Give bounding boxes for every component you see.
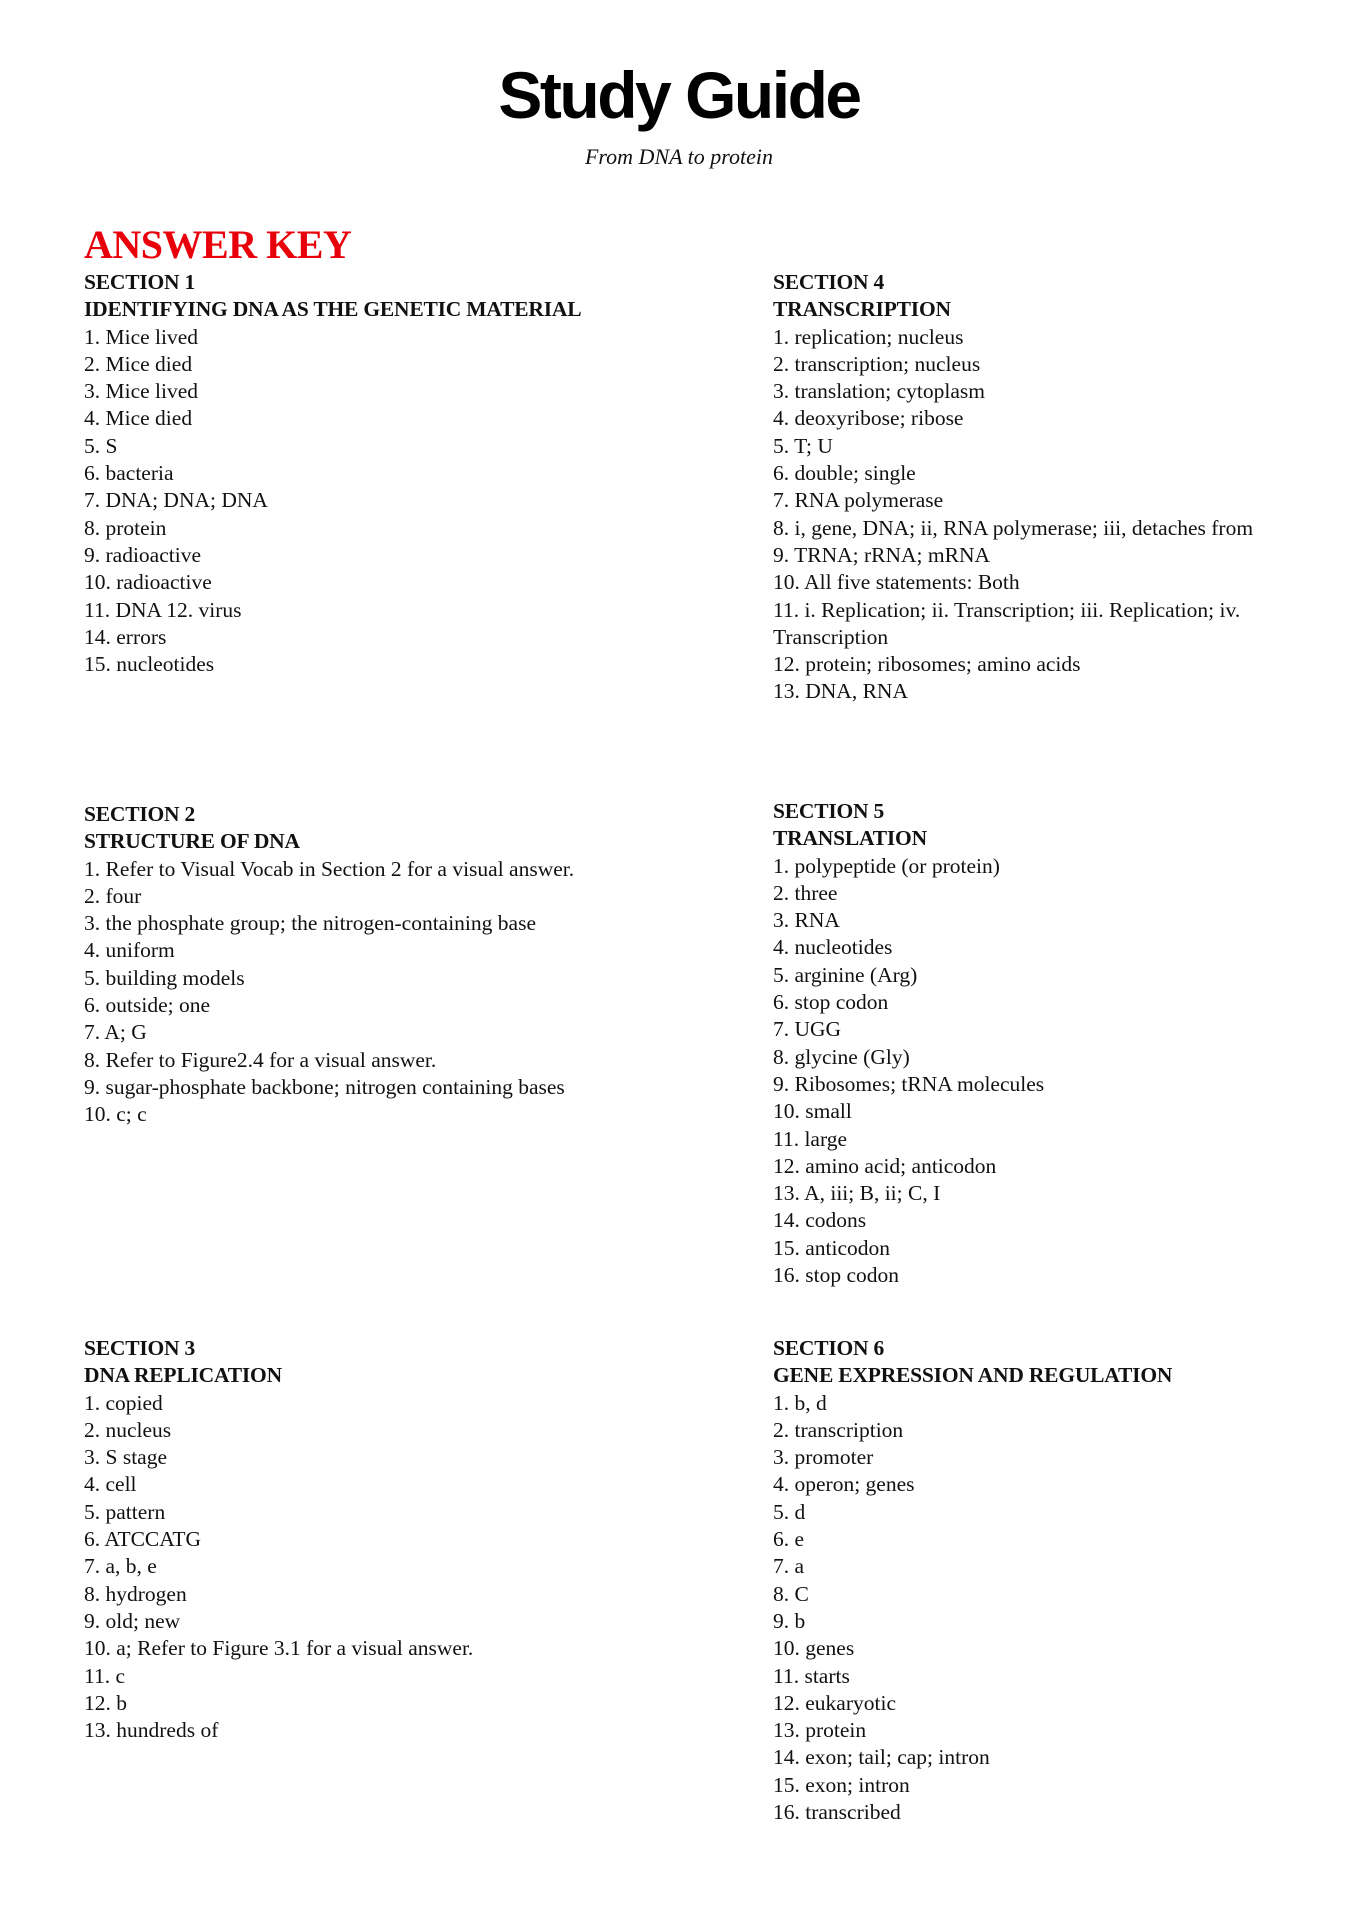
answer-item: 12. eukaryotic [773, 1690, 896, 1715]
answer-item: 6. ATCCATG [84, 1527, 202, 1552]
answer-item: 14. errors [84, 624, 167, 649]
section-5 [773, 798, 1353, 1289]
answer-item: 4. deoxyribose; ribose [773, 406, 964, 431]
answer-item: 3. the phosphate group; the nitrogen-containing base [84, 911, 536, 936]
answer-item: 10. genes [773, 1636, 855, 1661]
section-4 [773, 269, 1353, 706]
section-title: IDENTIFYING DNA AS THE GENETIC MATERIAL [84, 297, 582, 322]
answer-item: 11. DNA 12. virus [84, 597, 242, 622]
answer-item: 14. codons [773, 1208, 867, 1233]
answer-item: 1. copied [84, 1390, 163, 1415]
answer-item: 7. RNA polymerase [773, 488, 944, 513]
answer-item: 5. pattern [84, 1499, 166, 1524]
answer-list [84, 856, 604, 1129]
answer-item: 2. transcription [773, 1417, 904, 1442]
section-6 [773, 1335, 1353, 1826]
answer-item: 4. operon; genes [773, 1472, 915, 1497]
answer-list [773, 1390, 1353, 1827]
section-3 [84, 1335, 684, 1744]
answer-item: 2. nucleus [84, 1417, 172, 1442]
section-1 [84, 269, 684, 678]
answer-list [773, 324, 1353, 706]
answer-item: 7. a, b, e [84, 1554, 157, 1579]
answer-item: 13. protein [773, 1718, 867, 1743]
section-number: SECTION 4 [773, 270, 885, 294]
page-title: Study Guide [498, 58, 860, 132]
answer-item: 3. Mice lived [84, 379, 199, 404]
answer-item: 10. a; Refer to Figure 3.1 for a visual answer. [84, 1636, 474, 1661]
answer-item: 9. sugar-phosphate backbone; nitrogen containing bases [84, 1074, 565, 1099]
answer-item: 5. T; U [773, 433, 833, 458]
section-number: SECTION 3 [84, 1336, 196, 1360]
answer-item: 11. i. Replication; ii. Transcription; iii. Replication; iv. Transcription [773, 597, 1241, 649]
section-number: SECTION 5 [773, 799, 885, 823]
answer-item: 14. exon; tail; cap; intron [773, 1745, 990, 1770]
answer-item: 6. double; single [773, 461, 916, 486]
answer-item: 1. b, d [773, 1390, 827, 1415]
answer-item: 12. protein; ribosomes; amino acids [773, 652, 1081, 677]
answer-item: 6. stop codon [773, 990, 889, 1015]
answer-item: 4. nucleotides [773, 935, 893, 960]
answer-item: 10. c; c [84, 1102, 147, 1127]
answer-item: 6. outside; one [84, 993, 210, 1018]
answer-list [773, 853, 1353, 1290]
answer-item: 3. RNA [773, 908, 840, 933]
answer-item: 13. hundreds of [84, 1718, 219, 1743]
answer-item: 16. stop codon [773, 1263, 900, 1288]
answer-key-heading: ANSWER KEY [84, 222, 352, 267]
answer-item: 10. All five statements: Both [773, 570, 1020, 595]
answer-item: 1. Mice lived [84, 324, 199, 349]
answer-item: 4. cell [84, 1472, 137, 1497]
answer-item: 3. S stage [84, 1445, 168, 1470]
answer-item: 9. b [773, 1608, 806, 1633]
answer-item: 2. Mice died [84, 351, 193, 376]
answer-item: 1. replication; nucleus [773, 324, 964, 349]
answer-item: 3. translation; cytoplasm [773, 379, 985, 404]
answer-item: 1. Refer to Visual Vocab in Section 2 for a visual answer. [84, 856, 575, 881]
answer-item: 10. small [773, 1099, 852, 1124]
answer-item: 6. e [773, 1527, 805, 1552]
answer-item: 9. old; new [84, 1608, 181, 1633]
answer-item: 16. transcribed [773, 1800, 901, 1825]
section-2 [84, 801, 604, 1129]
answer-item: 5. d [773, 1499, 806, 1524]
answer-item: 15. exon; intron [773, 1772, 910, 1797]
answer-item: 1. polypeptide (or protein) [773, 853, 1000, 878]
section-title: GENE EXPRESSION AND REGULATION [773, 1363, 1173, 1388]
answer-item: 9. Ribosomes; tRNA molecules [773, 1071, 1045, 1096]
section-number: SECTION 6 [773, 1336, 885, 1360]
answer-item: 11. c [84, 1663, 125, 1688]
answer-item: 3. promoter [773, 1445, 874, 1470]
answer-list [84, 324, 684, 679]
section-title: STRUCTURE OF DNA [84, 829, 300, 854]
answer-item: 7. UGG [773, 1017, 842, 1042]
answer-list [84, 1390, 684, 1745]
answer-item: 8. hydrogen [84, 1581, 187, 1606]
answer-item: 9. radioactive [84, 542, 202, 567]
answer-item: 4. uniform [84, 938, 175, 963]
page-subtitle: From DNA to protein [584, 144, 774, 169]
answer-item: 10. radioactive [84, 570, 212, 595]
answer-item: 4. Mice died [84, 406, 193, 431]
section-title: DNA REPLICATION [84, 1363, 282, 1388]
answer-item: 8. glycine (Gly) [773, 1044, 910, 1069]
answer-item: 9. TRNA; rRNA; mRNA [773, 542, 991, 567]
section-title: TRANSCRIPTION [773, 297, 951, 322]
answer-item: 12. b [84, 1690, 127, 1715]
answer-item: 2. three [773, 880, 838, 905]
answer-item: 8. i, gene, DNA; ii, RNA polymerase; iii, detaches from [773, 515, 1254, 540]
answer-item: 5. S [84, 433, 118, 458]
answer-item: 8. Refer to Figure2.4 for a visual answer. [84, 1047, 437, 1072]
answer-item: 7. a [773, 1554, 805, 1579]
answer-item: 7. DNA; DNA; DNA [84, 488, 268, 513]
section-number: SECTION 2 [84, 802, 196, 826]
answer-item: 12. amino acid; anticodon [773, 1153, 997, 1178]
answer-item: 13. A, iii; B, ii; C, I [773, 1181, 941, 1206]
answer-item: 2. four [84, 883, 142, 908]
section-title: TRANSLATION [773, 826, 927, 851]
answer-item: 11. large [773, 1126, 848, 1151]
answer-item: 7. A; G [84, 1020, 147, 1045]
answer-item: 5. arginine (Arg) [773, 962, 918, 987]
answer-item: 13. DNA, RNA [773, 679, 908, 704]
section-number: SECTION 1 [84, 270, 196, 294]
answer-item: 15. anticodon [773, 1235, 891, 1260]
answer-item: 5. building models [84, 965, 245, 990]
answer-item: 8. protein [84, 515, 167, 540]
answer-item: 15. nucleotides [84, 652, 215, 677]
answer-item: 8. C [773, 1581, 809, 1606]
answer-item: 2. transcription; nucleus [773, 351, 981, 376]
answer-item: 6. bacteria [84, 461, 174, 486]
answer-item: 11. starts [773, 1663, 850, 1688]
